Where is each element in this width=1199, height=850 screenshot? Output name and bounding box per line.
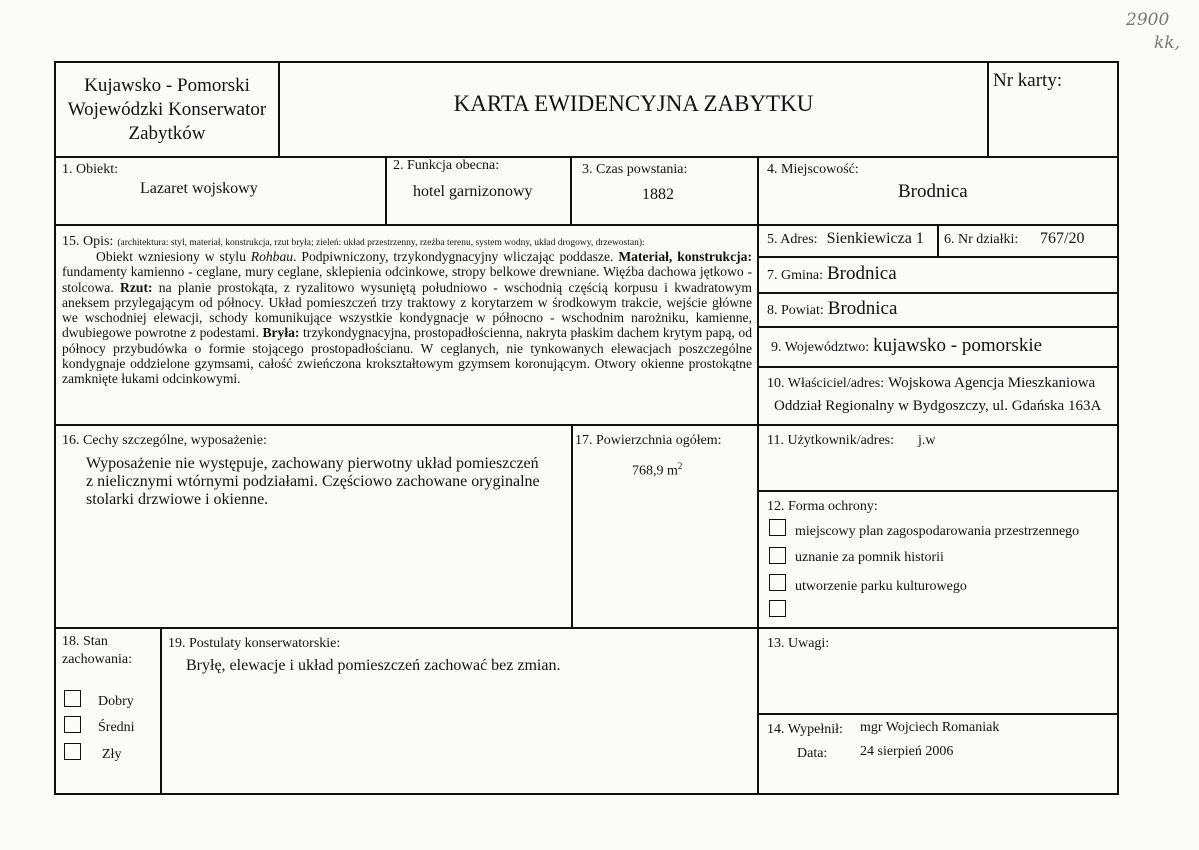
protection-checkbox-local-plan[interactable] <box>769 519 786 536</box>
conservation-postulates-label: 19. Postulaty konserwatorskie: <box>168 636 341 651</box>
condition-checkbox-poor[interactable] <box>64 743 81 760</box>
object-label: 1. Obiekt: <box>62 162 118 177</box>
description-hint: (architektura: styl, materiał, konstrukcja, rzut bryła; zieleń: układ przestrzenny, rzeźba terenu, system wodny, układ drogowy, drzewostan): <box>117 238 645 248</box>
locality-value: Brodnica <box>898 181 968 202</box>
filled-by-value: mgr Wojciech Romaniak <box>860 720 1000 735</box>
area-cell <box>571 424 759 629</box>
area-unit-exponent: 2 <box>677 461 683 471</box>
condition-label-line-2: zachowania: <box>62 652 132 667</box>
protection-checkbox-monument[interactable] <box>769 547 786 564</box>
protection-checkbox-other[interactable] <box>769 600 786 617</box>
voivodeship-value: kujawsko - pomorskie <box>873 335 1043 356</box>
date-label: Data: <box>797 746 828 761</box>
district-value: Brodnica <box>827 298 898 319</box>
address-label: 5. Adres: <box>767 232 818 247</box>
description-label-text: 15. Opis: <box>62 234 114 249</box>
description-part-9: trzykondygnacyjna, prostopadłościenna, nakryta płaskim dachem krytym papą, od północy przybudówka o formie stojącego prostopadłościanu. W ceglanych, nie tynkowanych elewacjach poszczególne kondygnaje oddzielone gzymsami, całość zwieńczona krokształtowym gzymsem koronującym. Otwory okienne prostokątne zamknięte łukami odcinkowymi. <box>62 325 752 387</box>
date-value: 24 sierpień 2006 <box>860 744 954 759</box>
page-title: KARTA EWIDENCYJNA ZABYTKU <box>453 91 814 116</box>
remarks-label: 13. Uwagi: <box>767 636 830 651</box>
card-number-label: Nr karty: <box>993 70 1063 91</box>
address-field <box>767 230 924 248</box>
condition-checkbox-good[interactable] <box>64 690 81 707</box>
voivodeship-label: 9. Województwo: <box>771 340 870 355</box>
construction-date-label: 3. Czas powstania: <box>582 162 688 177</box>
voivodeship-field <box>771 335 1042 357</box>
features-line-1: Wyposażenie nie występuje, zachowany pierwotny układ pomieszczeń <box>86 455 539 472</box>
owner-field <box>767 374 1095 392</box>
condition-label-line-1: 18. Stan <box>62 634 108 649</box>
description-text <box>62 249 752 387</box>
object-value: Lazaret wojskowy <box>140 180 258 197</box>
description-heading-material: Materiał, konstrukcja: <box>618 249 752 264</box>
description-part-7: na planie prostokąta, z ryzalitowo wysuniętą południowo - wschodnią częścią korpusu i kwadratowym aneksem przylegającym od północy. Układ pomieszczeń trzy traktowy z korytarzem w środkowym trakcie, wejście główne we wschodniej elewacji, schody komunikujące wszystkie kondygnacje w północno - wschodnim narożniku, kamienne, dwubiegowe powrotne z podestami. <box>62 279 752 341</box>
plot-number-label: 6. Nr działki: <box>944 232 1019 247</box>
district-field <box>767 298 897 320</box>
owner-value-line-2: Oddział Regionalny w Bydgoszczy, ul. Gdańska 163A <box>774 398 1102 414</box>
institution-line-3: Zabytków <box>128 123 206 144</box>
owner-label: 10. Właściciel/adres: <box>767 376 885 391</box>
condition-option-good: Dobry <box>98 694 134 709</box>
plot-number-value: 767/20 <box>1040 230 1085 247</box>
description-part-1: Obiekt wzniesiony w stylu <box>96 249 251 264</box>
condition-checkbox-medium[interactable] <box>64 716 81 733</box>
description-heading-body: Bryła: <box>262 325 300 341</box>
construction-date-value: 1882 <box>642 186 674 203</box>
protection-checkbox-cultural-park[interactable] <box>769 574 786 591</box>
commune-value: Brodnica <box>827 263 897 284</box>
conservation-postulates-value: Bryłę, elewacje i układ pomieszczeń zachować bez zmian. <box>186 657 561 674</box>
district-label: 8. Powiat: <box>767 303 824 318</box>
condition-option-poor: Zły <box>102 747 122 762</box>
protection-label: 12. Forma ochrony: <box>767 499 878 514</box>
handwritten-note-abbrev: kk, <box>1154 33 1181 53</box>
description-part-3: . Podpiwniczony, trzykondygnacyjny wliczając poddasze. <box>293 249 619 264</box>
protection-option-monument: uznanie za pomnik historii <box>795 550 944 565</box>
features-line-3: stolarki drzwiowe i okienne. <box>86 491 269 508</box>
area-value-wrap <box>632 461 682 480</box>
institution-line-1: Kujawsko - Pomorski <box>84 75 250 96</box>
user-value: j.w <box>918 433 936 448</box>
user-label: 11. Użytkownik/adres: <box>767 433 895 448</box>
description-part-5: fundamenty kamienno - ceglane, mury ceglane, sklepienia odcinkowe, stropy belkowe drewniane. Więźba dachowa jętkowo - stolcowa. <box>62 264 752 295</box>
description-label <box>62 232 645 250</box>
owner-value-line-1: Wojskowa Agencja Mieszkaniowa <box>888 375 1096 391</box>
area-label: 17. Powierzchnia ogółem: <box>575 433 722 448</box>
commune-label: 7. Gmina: <box>767 268 823 283</box>
function-label: 2. Funkcja obecna: <box>393 158 500 173</box>
conservation-postulates-cell <box>160 627 759 795</box>
filled-by-label: 14. Wypełnił: <box>767 722 843 737</box>
protection-option-cultural-park: utworzenie parku kulturowego <box>795 579 967 594</box>
description-heading-plan: Rzut: <box>120 279 153 295</box>
locality-label: 4. Miejscowość: <box>767 162 859 177</box>
features-line-2: z nielicznymi wtórnymi podziałami. Częściowo zachowane oryginalne <box>86 473 540 490</box>
condition-option-medium: Średni <box>98 720 135 735</box>
protection-option-local-plan: miejscowy plan zagospodarowania przestrzennego <box>795 524 1080 539</box>
features-label: 16. Cechy szczególne, wyposażenie: <box>62 433 267 448</box>
area-value: 768,9 m <box>632 463 678 479</box>
description-style-name: Rohbau <box>250 249 294 264</box>
address-value: Sienkiewicza 1 <box>826 230 924 247</box>
commune-field <box>767 263 897 285</box>
institution-line-2: Wojewódzki Konserwator <box>67 99 267 120</box>
handwritten-note-number: 2900 <box>1126 10 1170 30</box>
function-value: hotel garnizonowy <box>413 183 533 200</box>
